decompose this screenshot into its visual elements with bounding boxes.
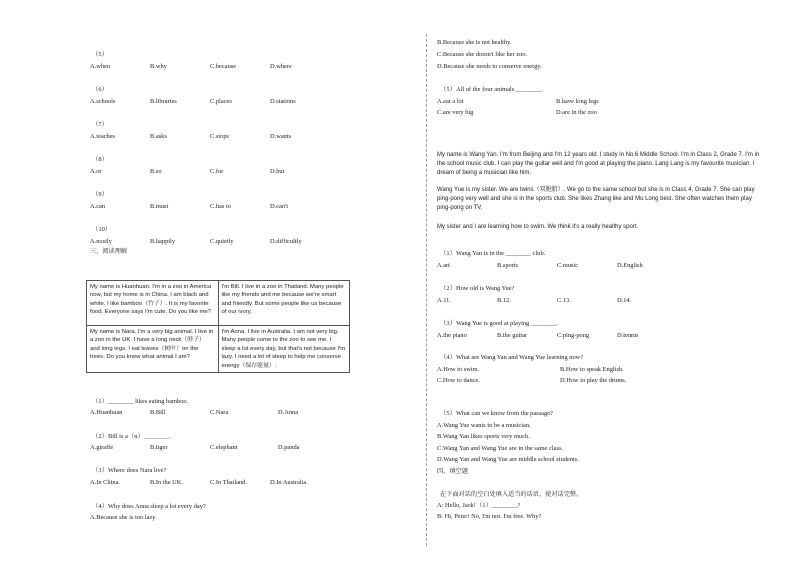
reading-cell-nara: My name is Nara. I'm a very big animal. I live in a zoo in the UK. I have a long neck（脖子）and long legs. I eat leaves（树叶）on the trees. Do you know what animal I am? [87, 326, 219, 373]
q7-number: （7） [92, 121, 108, 128]
q5-option-b: B.why [150, 63, 167, 70]
r5-stem: （5）All of the four animals ________. [440, 86, 543, 93]
p5-option-d: D.Wang Yan and Wang Yue are middle school students. [437, 456, 579, 463]
r4-option-a: A.Because she is too lazy. [90, 514, 157, 521]
q5-option-a: A.when [90, 63, 111, 70]
q9-option-b: B.must [150, 203, 169, 210]
p1-option-d: D.English [617, 262, 643, 269]
r1-option-a: A.Huanhuan [90, 409, 123, 416]
q9-option-c: C.has to [210, 203, 231, 210]
p4-option-d: D.How to play the drums. [560, 377, 627, 384]
p3-option-c: C.ping-pong [557, 332, 590, 339]
p3-option-b: B.the guitar [497, 332, 528, 339]
p2-stem: （2）How old is Wang Yue? [440, 285, 515, 292]
passage-paragraph-3: My sister and I are learning how to swim. We think it's a really healthy sport. [437, 224, 639, 230]
r5-option-d: D.are in the zoo [556, 109, 597, 116]
r3-stem: （3）Where does Nara live? [92, 467, 167, 474]
q10-option-b: B.happily [150, 238, 176, 245]
q10-option-d: D.difficultly [270, 238, 302, 245]
q6-option-a: A.schools [90, 98, 116, 105]
dialogue-line-a: A: Hello, Jack!（1）________? [437, 502, 521, 509]
section-4-instruction: 在下面对话的空白处填入适当的话语，使对话完整。 [440, 491, 583, 498]
q8-option-a: A.or [90, 168, 102, 175]
p1-stem: （1）Wang Yan is in the ________ club. [440, 250, 546, 257]
passage-paragraph-2: Wang Yue is my sister. We are twins（双胞胎）. We go to the same school but she is in Class 4, Grade 7. She can play ping-pong very well and she is in the sports club. She likes Zhang like and Mu Long best. She often watches them play ping-pong on TV. [437, 187, 755, 212]
p5-option-b: B.Wang Yan likes sports very much. [437, 433, 530, 440]
r5-option-a: A.eat a lot [437, 98, 464, 105]
p5-option-a: A.Wang Yue wants to be a musician. [437, 422, 531, 429]
q8-option-b: B.so [150, 168, 162, 175]
q10-option-c: C.quietly [210, 238, 234, 245]
reading-table [86, 280, 350, 373]
q5-option-d: D.where [270, 63, 292, 70]
r2-option-b: B.tiger [150, 444, 168, 451]
q8-number: （8） [92, 156, 108, 163]
r2-option-d: D.panda [278, 444, 300, 451]
p5-option-c: C.Wang Yan and Wang Yue are in the same class. [437, 445, 564, 452]
p3-stem: （3）Wang Yue is good at playing ________. [440, 320, 558, 327]
r3-option-d: D.In Australia. [270, 479, 308, 486]
reading-cell-bill: I'm Bill. I live in a zoo in Thailand. Many people like my friends and me because we're smart and friendly. But some people like us because of our ivory. [218, 281, 350, 326]
p4-option-a: A.How to swim. [437, 366, 480, 373]
section-4-heading: 四、填空题 [437, 468, 468, 475]
p1-option-a: A.art [437, 262, 450, 269]
column-divider [426, 34, 427, 546]
p2-option-a: A.11. [437, 297, 451, 304]
q5-number: （5） [92, 51, 108, 58]
p3-option-d: D.tennis [617, 332, 639, 339]
q9-option-a: A.can [90, 203, 106, 210]
q6-number: （6） [92, 86, 108, 93]
r3-option-c: C.In Thailand. [210, 479, 247, 486]
r4-option-b: B.Because she is not healthy. [437, 39, 512, 46]
reading-cell-anna: I'm Anna. I live in Australia. I am not very big. Many people come to the zoo to see me. I sleep a lot every day, but that's not because I'm lazy. I need a lot of sleep to help me conserve energy（保存能量）. [218, 326, 350, 373]
r2-option-c: C.elephant [210, 444, 238, 451]
q8-option-d: D.but [270, 168, 285, 175]
p2-option-d: D.14. [617, 297, 632, 304]
reading-cell-huanhuan: My name is Huanhuan. I'm in a zoo in America now, but my home is in China. I am black and white. I like bamboo（竹子）. It is my favorite food. Everyone says I'm cute. Do you like me? [87, 281, 219, 326]
p1-option-b: B.sports [497, 262, 519, 269]
p3-option-a: A.the piano [437, 332, 467, 339]
p4-option-b: B.How to speak English. [560, 366, 624, 373]
r3-option-b: B.In the UK. [150, 479, 184, 486]
q6-option-b: B.libraries [150, 98, 177, 105]
q7-option-a: A.teaches [90, 133, 116, 140]
r1-option-d: D.Anna [278, 409, 299, 416]
p2-option-c: C.13. [557, 297, 571, 304]
q7-option-b: B.asks [150, 133, 167, 140]
q6-option-c: C.places [210, 98, 232, 105]
q10-option-a: A.nosily [90, 238, 112, 245]
p1-option-c: C.music [557, 262, 579, 269]
q9-number: （9） [92, 191, 108, 198]
p2-option-b: B.12. [497, 297, 511, 304]
q5-option-c: C.because [210, 63, 237, 70]
section-3-heading: 三、阅读理解 [90, 248, 128, 255]
p4-option-c: C.How to dance. [437, 377, 480, 384]
r2-option-a: A.giraffe [90, 444, 114, 451]
q7-option-c: C.stops [210, 133, 230, 140]
r1-option-b: B.Bill [150, 409, 166, 416]
passage-paragraph-1: My name is Wang Yan. I'm from Beijing and I'm 12 years old. I study in No.6 Middle School. I'm in Class 2, Grade 7. I'm in the school music club. I can play the guitar well and I'm good at playing the piano. Lang Lang is my favourite musician. I dream of being a musician like him. [437, 152, 760, 177]
r1-option-c: C.Nara [210, 409, 229, 416]
r5-option-c: C.are very big [437, 109, 474, 116]
dialogue-line-b: B: Hi, Peter! No, I'm not. I'm free. Why? [437, 513, 542, 520]
q8-option-c: C.for [210, 168, 224, 175]
r3-option-a: A.In China. [90, 479, 120, 486]
p5-stem: （5）What can we know from the passage? [440, 410, 553, 417]
r4-stem: （4）Why does Anna sleep a lot every day? [92, 503, 206, 510]
q7-option-d: D.wants [270, 133, 292, 140]
q9-option-d: D.can't [270, 203, 289, 210]
p4-stem: （4）What are Wang Yan and Wang Yue learning now? [440, 354, 584, 361]
r4-option-c: C.Because she doesn't like her zoo. [437, 51, 528, 58]
r5-option-b: B.have long legs [556, 98, 599, 105]
r4-option-d: D.Because she needs to conserve energy. [437, 63, 542, 70]
q10-number: （10） [92, 226, 112, 233]
r2-stem: （2）Bill is a（n）________. [92, 433, 171, 440]
r1-stem: （1）________ likes eating bamboo. [92, 398, 189, 405]
q6-option-d: D.stations [270, 98, 296, 105]
